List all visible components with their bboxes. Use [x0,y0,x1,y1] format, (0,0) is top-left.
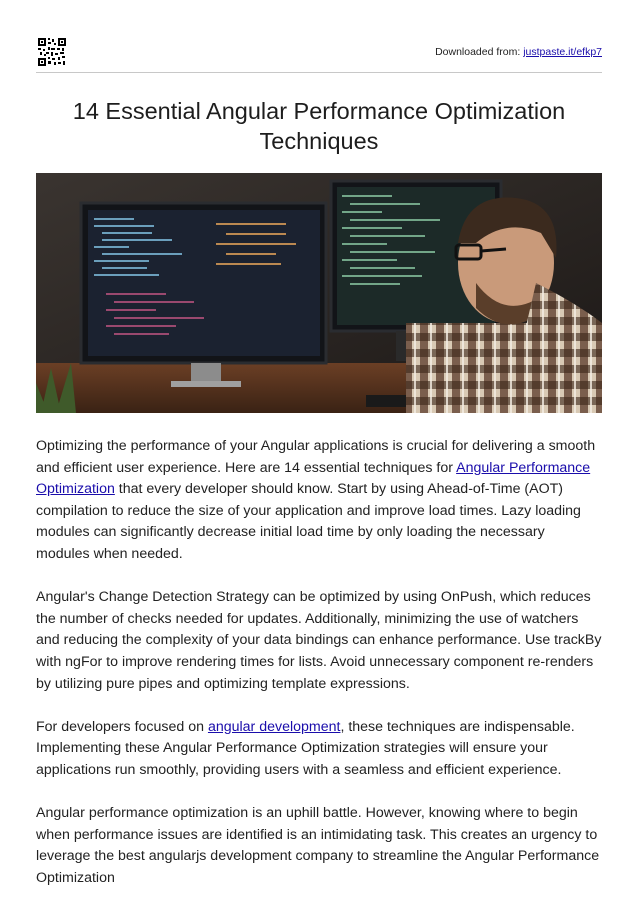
paragraph-2: Angular's Change Detection Strategy can be optimized by using OnPush, which reduces the number of checks needed for updates. Additionally, minimizing the use of watchers and reducing the complexity of your data bindings can enhance performance. Use trackBy with ngFor to improve rendering times for lists. Avoid unnecessary component re-renders by utilizing pure pipes and optimizing template expressions. [36,589,602,692]
download-source [435,46,602,58]
download-source-prefix: Downloaded from: [435,46,524,58]
hero-image-developer-monitors [36,173,602,413]
download-source-link[interactable]: justpaste.it/efkp7 [523,46,602,58]
page-header [36,36,602,73]
angular-performance-optimization-link[interactable]: Angular Performance Optimization [36,459,591,498]
paragraph-3 [36,717,602,782]
paragraph-1-text-start: Optimizing the performance of your Angular applications is crucial for delivering a smooth and efficient user experience. Here are 14 essential techniques for [36,438,596,476]
page-title: 14 Essential Angular Performance Optimization Techniques [72,98,566,154]
paragraph-4: Angular performance optimization is an uphill battle. However, knowing where to begin when performance issues are identified is an intimidating task. This creates an urgency to leverage the best angularjs development company to streamline the Angular Performance Optimization [36,805,600,886]
paragraph-3-text-end: , these techniques are indispensable. Implementing these Angular Performance Optimization strategies will ensure your applications run smoothly, providing users with a seamless and efficient experience. [36,718,575,778]
paragraph-1-text-end: that every developer should know. Start by using Ahead-of-Time (AOT) compilation to reduce the size of your application and improve load times. Lazy loading modules can significantly decrease initial load time by only loading the necessary modules when needed. [36,481,581,562]
paragraph-1 [36,436,602,566]
angular-development-link[interactable]: angular development [207,718,341,735]
qr-code-icon [38,38,66,66]
paragraph-3-text-start: For developers focused on [36,718,208,735]
article-body [36,436,602,911]
